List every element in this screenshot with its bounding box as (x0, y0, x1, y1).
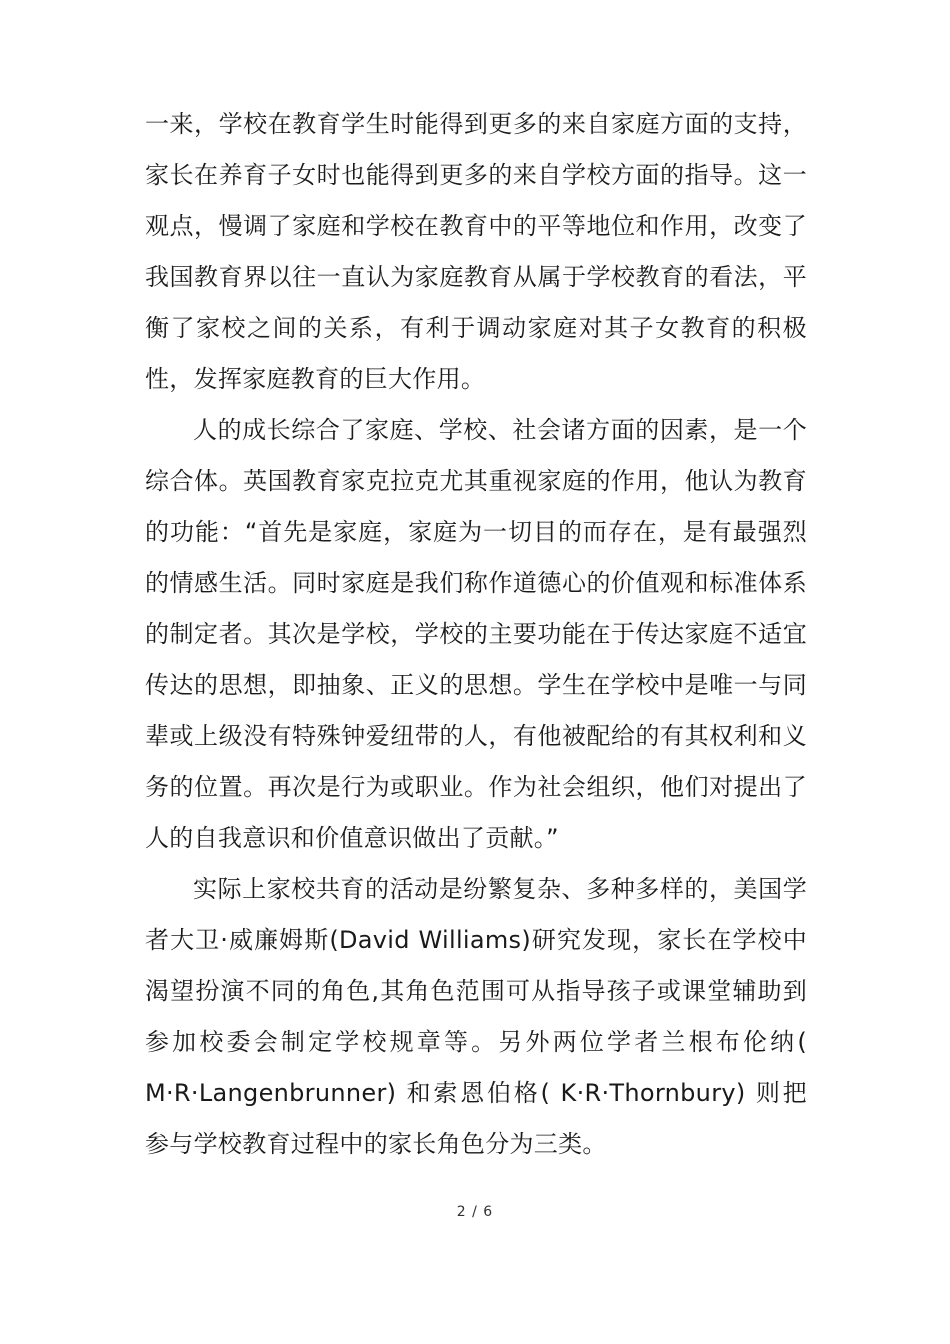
document-body (145, 99, 807, 1170)
paragraph-1: 一来，学校在教育学生时能得到更多的来自家庭方面的支持，家长在养育子女时也能得到更多的来自学校方面的指导。这一观点，慢调了家庭和学校在教育中的平等地位和作用，改变了我国教育界以往一直认为家庭教育从属于学校教育的看法，平衡了家校之间的关系，有利于调动家庭对其子女教育的积极性，发挥家庭教育的巨大作用。 (145, 110, 807, 393)
paragraph-2: 人的成长综合了家庭、学校、社会诸方面的因素，是一个综合体。英国教育家克拉克尤其重视家庭的作用，他认为教育的功能：“首先是家庭，家庭为一切目的而存在，是有最强烈的情感生活。同时家庭是我们称作道德心的价值观和标准体系的制定者。其次是学校，学校的主要功能在于传达家庭不适宜传达的思想，即抽象、正义的思想。学生在学校中是唯一与同辈或上级没有特殊钟爱纽带的人，有他被配给的有其权利和义务的位置。再次是行为或职业。作为社会组织，他们对提出了人的自我意识和价值意识做出了贡献。” (145, 416, 807, 852)
page-number: 2 / 6 (456, 1204, 494, 1220)
paragraph-3: 实际上家校共育的活动是纷繁复杂、多种多样的，美国学者大卫·威廉姆斯(David Williams)研究发现，家长在学校中渴望扮演不同的角色,其角色范围可从指导孩子或课堂辅助到参加校委会制定学校规章等。另外两位学者兰根布伦纳( M·R·Langenbrunner) 和索恩伯格( K·R·Thornbury) 则把参与学校教育过程中的家长角色分为三类。 (145, 875, 807, 1158)
